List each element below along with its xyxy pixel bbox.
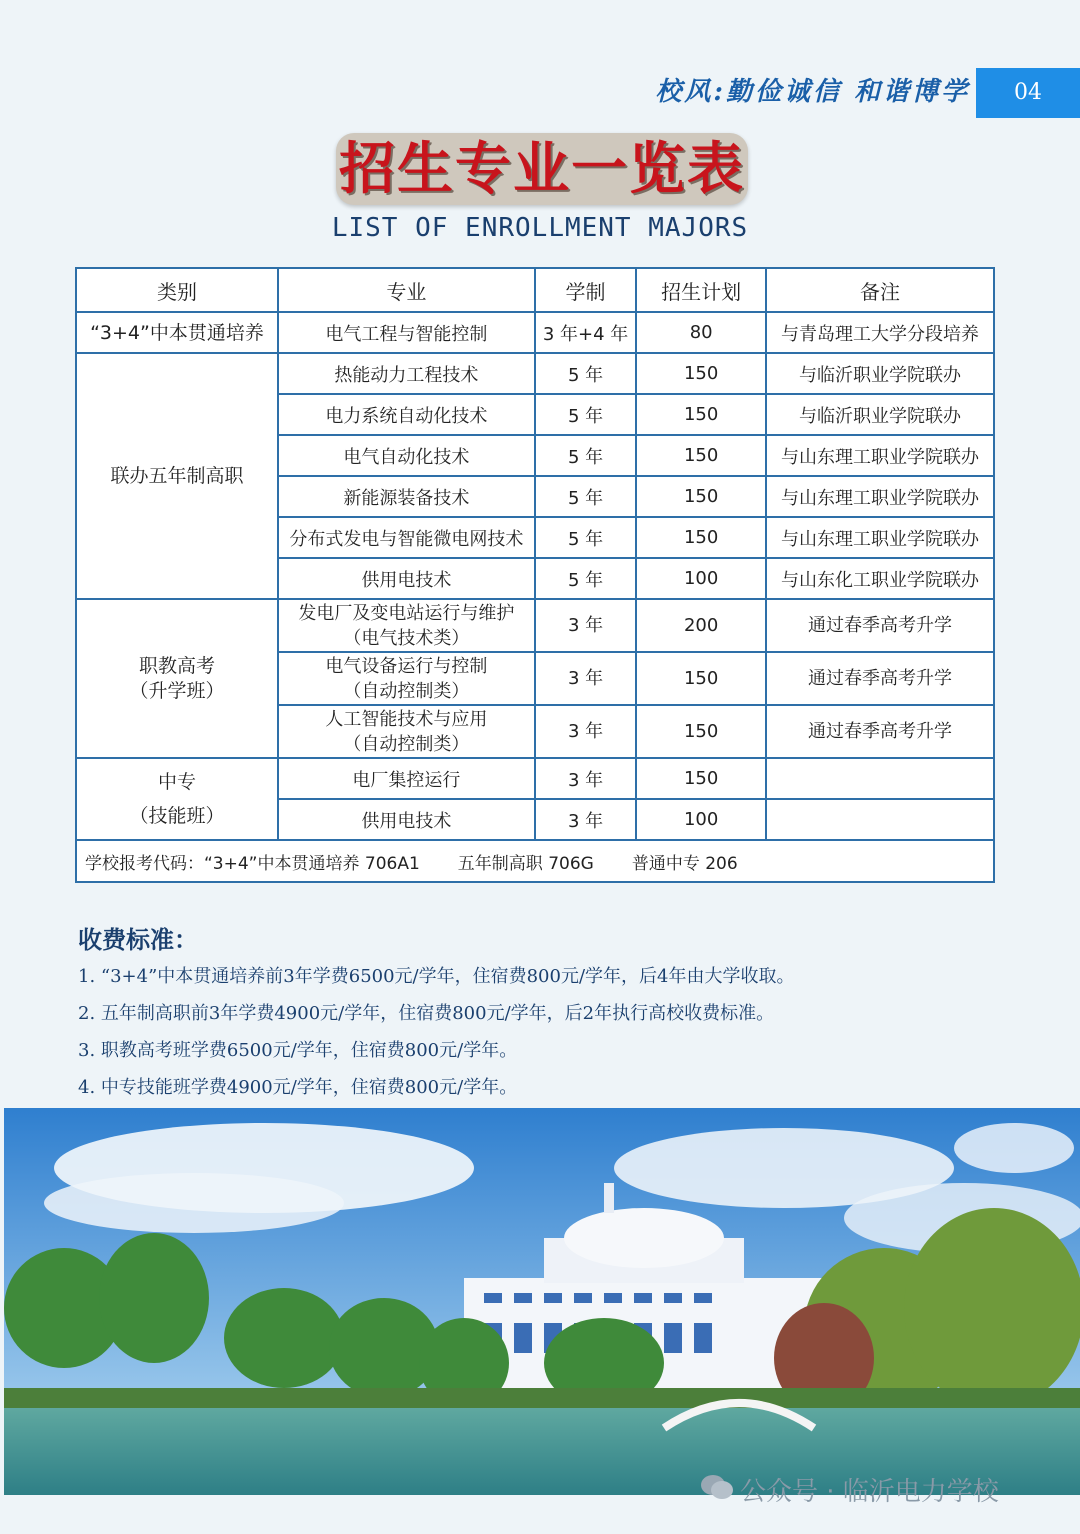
- plan-cell: 150: [636, 476, 766, 517]
- table-row: [76, 599, 994, 652]
- column-header: 类别: [76, 268, 278, 312]
- plan-cell: 150: [636, 394, 766, 435]
- note-cell: 与临沂职业学院联办: [766, 353, 994, 394]
- major-cell: [278, 599, 535, 652]
- major-cell: [278, 312, 535, 353]
- major-cell: [278, 799, 535, 840]
- major-cell: [278, 705, 535, 758]
- watermark: [700, 1470, 1060, 1514]
- category-label: “3+4”中本贯通培养: [90, 321, 264, 344]
- exam-code-cell: [76, 840, 994, 882]
- major-cell: [278, 517, 535, 558]
- major-label: 供用电技术: [361, 810, 452, 832]
- school-motto: 校风:勤俭诚信 和谐博学: [655, 77, 970, 107]
- note-cell: 通过春季高考升学: [766, 652, 994, 705]
- campus-photo: [4, 1108, 1080, 1495]
- major-label: 人工智能技术与应用: [325, 708, 488, 730]
- major-cell: [278, 558, 535, 599]
- note-cell: 与临沂职业学院联办: [766, 394, 994, 435]
- plan-cell: 200: [636, 599, 766, 652]
- duration-cell: 3 年: [535, 652, 636, 705]
- exam-code-row: [76, 840, 994, 882]
- exam-code: 学校报考代码：“3+4”中本贯通培养 706A1: [85, 853, 420, 874]
- plan-cell: 150: [636, 435, 766, 476]
- note-cell: 通过春季高考升学: [766, 599, 994, 652]
- table-row: [76, 353, 994, 394]
- column-header: 招生计划: [636, 268, 766, 312]
- watermark-text: 公众号 · 临沂电力学校: [740, 1477, 999, 1507]
- major-label: 电力系统自动化技术: [325, 405, 488, 427]
- major-label: 发电厂及变电站运行与维护: [298, 602, 515, 624]
- table-row: [76, 312, 994, 353]
- page-title: 招生专业一览表: [339, 136, 745, 202]
- major-label: 新能源装备技术: [343, 487, 470, 509]
- major-label: 电气自动化技术: [343, 446, 470, 468]
- note-cell: [766, 799, 994, 840]
- fee-item: 1. “3+4”中本贯通培养前3年学费6500元/学年，住宿费800元/学年，后4年由大学收取。: [78, 966, 795, 987]
- note-cell: 与山东理工职业学院联办: [766, 435, 994, 476]
- title-banner: [336, 133, 748, 205]
- major-label: （电气技术类）: [343, 627, 470, 649]
- duration-cell: 5 年: [535, 558, 636, 599]
- category-cell: [76, 353, 278, 599]
- page-subtitle: LIST OF ENROLLMENT MAJORS: [331, 213, 749, 243]
- major-cell: [278, 476, 535, 517]
- note-cell: 与山东理工职业学院联办: [766, 476, 994, 517]
- plan-cell: 150: [636, 705, 766, 758]
- duration-cell: 5 年: [535, 435, 636, 476]
- category-cell: [76, 312, 278, 353]
- table-header-row: [76, 268, 994, 312]
- category-label: （升学班）: [129, 679, 225, 702]
- duration-cell: 5 年: [535, 394, 636, 435]
- fee-title: 收费标准：: [78, 926, 198, 954]
- fee-item: 2. 五年制高职前3年学费4900元/学年，住宿费800元/学年，后2年执行高校收费标准。: [78, 1003, 775, 1024]
- major-cell: [278, 652, 535, 705]
- major-label: 分布式发电与智能微电网技术: [289, 528, 524, 550]
- duration-cell: 5 年: [535, 353, 636, 394]
- plan-cell: 150: [636, 517, 766, 558]
- category-label: 职教高考: [138, 654, 215, 677]
- duration-cell: 3 年+4 年: [535, 312, 636, 353]
- fee-item: 3. 职教高考班学费6500元/学年，住宿费800元/学年。: [78, 1040, 518, 1061]
- table-row: [76, 758, 994, 799]
- wechat-icon: [700, 1471, 734, 1515]
- plan-cell: 100: [636, 799, 766, 840]
- note-cell: 与山东化工职业学院联办: [766, 558, 994, 599]
- duration-cell: 5 年: [535, 476, 636, 517]
- note-cell: 与青岛理工大学分段培养: [766, 312, 994, 353]
- major-cell: [278, 353, 535, 394]
- duration-cell: 3 年: [535, 705, 636, 758]
- major-label: 电厂集控运行: [352, 769, 461, 791]
- major-label: 供用电技术: [361, 569, 452, 591]
- note-cell: 通过春季高考升学: [766, 705, 994, 758]
- duration-cell: 3 年: [535, 599, 636, 652]
- category-label: （技能班）: [129, 805, 225, 827]
- note-cell: [766, 758, 994, 799]
- category-label: 中专: [157, 771, 196, 793]
- major-label: （自动控制类）: [343, 680, 470, 702]
- fee-section: [78, 922, 998, 1106]
- category-cell: [76, 758, 278, 840]
- campus-photo-illustration: [4, 1108, 1080, 1495]
- major-cell: [278, 435, 535, 476]
- column-header: 备注: [766, 268, 994, 312]
- major-label: 电气设备运行与控制: [325, 655, 488, 677]
- column-header: 学制: [535, 268, 636, 312]
- category-cell: [76, 599, 278, 758]
- major-cell: [278, 758, 535, 799]
- major-label: 电气工程与智能控制: [325, 323, 488, 345]
- plan-cell: 150: [636, 652, 766, 705]
- column-header: 专业: [278, 268, 535, 312]
- plan-cell: 150: [636, 758, 766, 799]
- duration-cell: 5 年: [535, 517, 636, 558]
- plan-cell: 150: [636, 353, 766, 394]
- major-label: 热能动力工程技术: [334, 364, 479, 386]
- major-label: （自动控制类）: [343, 733, 470, 755]
- plan-cell: 100: [636, 558, 766, 599]
- majors-table: [75, 267, 995, 883]
- fee-item: 4. 中专技能班学费4900元/学年，住宿费800元/学年。: [78, 1077, 518, 1098]
- category-label: 联办五年制高职: [110, 465, 244, 487]
- page-number: 04: [976, 68, 1080, 118]
- duration-cell: 3 年: [535, 799, 636, 840]
- note-cell: 与山东理工职业学院联办: [766, 517, 994, 558]
- plan-cell: 80: [636, 312, 766, 353]
- exam-code: 五年制高职 706G: [457, 853, 594, 874]
- duration-cell: 3 年: [535, 758, 636, 799]
- major-cell: [278, 394, 535, 435]
- exam-code: 普通中专 206: [631, 853, 738, 874]
